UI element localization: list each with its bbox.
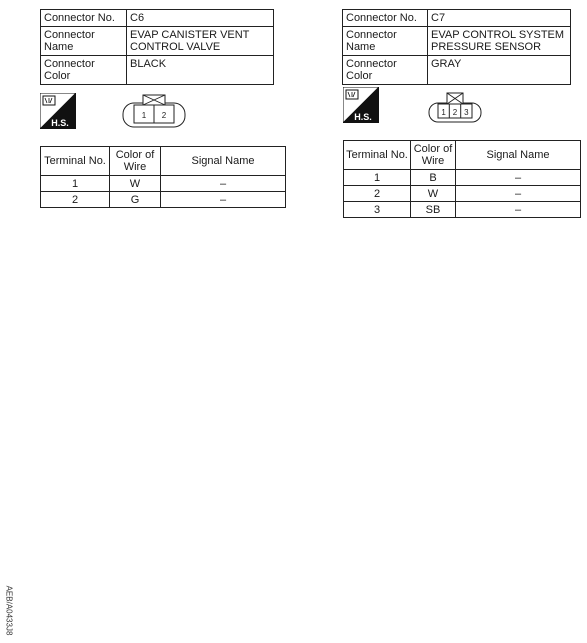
connector-name-value [127, 27, 274, 56]
harness-side-icon [343, 87, 379, 123]
connector-face-c7 [428, 91, 482, 128]
connector-c7-info [342, 9, 571, 85]
terminal-table [343, 140, 581, 218]
signal-name-cell: – [161, 192, 286, 208]
pin-3: 3 [464, 108, 469, 117]
connector-name-value [428, 27, 571, 56]
header-wire-line2: Wire [421, 155, 445, 167]
connector-no-value: C7 [428, 10, 571, 27]
connector-name-label: Connector Name [41, 27, 127, 56]
connector-info-table [40, 9, 274, 85]
wire-color-cell: W [411, 186, 456, 202]
hs-label: H.S. [51, 118, 69, 128]
pin-2: 2 [161, 111, 167, 120]
terminal-cell: 1 [41, 176, 110, 192]
signal-name-cell: – [456, 202, 581, 218]
connector-no-label: Connector No. [41, 10, 127, 27]
signal-name-cell: – [161, 176, 286, 192]
terminal-cell: 1 [344, 170, 411, 186]
connector-color-value: BLACK [127, 56, 274, 85]
table-row [41, 192, 286, 208]
header-signal-name: Signal Name [456, 141, 581, 170]
terminal-table [40, 146, 286, 208]
pin-1: 1 [441, 108, 446, 117]
connector-name-line1: EVAP CONTROL SYSTEM [431, 29, 565, 41]
header-wire-line1: Color of [115, 149, 155, 161]
connector-name-line2: CONTROL VALVE [130, 41, 221, 53]
connector-info-table [342, 9, 571, 85]
connector-name-line2: PRESSURE SENSOR [431, 41, 542, 53]
connector-name-line1: EVAP CANISTER VENT [130, 29, 250, 41]
terminal-cell: 3 [344, 202, 411, 218]
connector-face-c6 [122, 93, 186, 134]
table-row [344, 186, 581, 202]
connector-no-label: Connector No. [343, 10, 428, 27]
connector-name-label: Connector Name [343, 27, 428, 56]
signal-name-cell: – [456, 170, 581, 186]
header-terminal-no: Terminal No. [41, 147, 110, 176]
harness-side-icon [40, 93, 76, 129]
document-id [2, 585, 14, 636]
connector-color-label: Connector Color [41, 56, 127, 85]
wire-color-cell: B [411, 170, 456, 186]
hs-label: H.S. [354, 112, 372, 122]
table-row [344, 202, 581, 218]
header-terminal-no: Terminal No. [344, 141, 411, 170]
wire-color-cell: SB [411, 202, 456, 218]
pin-2: 2 [452, 108, 458, 117]
wire-color-cell: G [110, 192, 161, 208]
terminal-cell: 2 [344, 186, 411, 202]
connector-color-label: Connector Color [343, 56, 428, 85]
header-color-of-wire [110, 147, 161, 176]
header-wire-line1: Color of [413, 143, 453, 155]
table-row [344, 170, 581, 186]
wire-color-cell: W [110, 176, 161, 192]
document-id-text: AEB/A0433J8 [4, 585, 14, 636]
table-row [41, 176, 286, 192]
terminal-table-c7 [343, 140, 581, 218]
header-wire-line2: Wire [123, 161, 147, 173]
pin-1: 1 [141, 111, 147, 120]
terminal-table-c6 [40, 146, 286, 208]
connector-color-value: GRAY [428, 56, 571, 85]
signal-name-cell: – [456, 186, 581, 202]
connector-c6-info [40, 9, 274, 85]
terminal-cell: 2 [41, 192, 110, 208]
connector-no-value: C6 [127, 10, 274, 27]
header-signal-name: Signal Name [161, 147, 286, 176]
header-color-of-wire [411, 141, 456, 170]
